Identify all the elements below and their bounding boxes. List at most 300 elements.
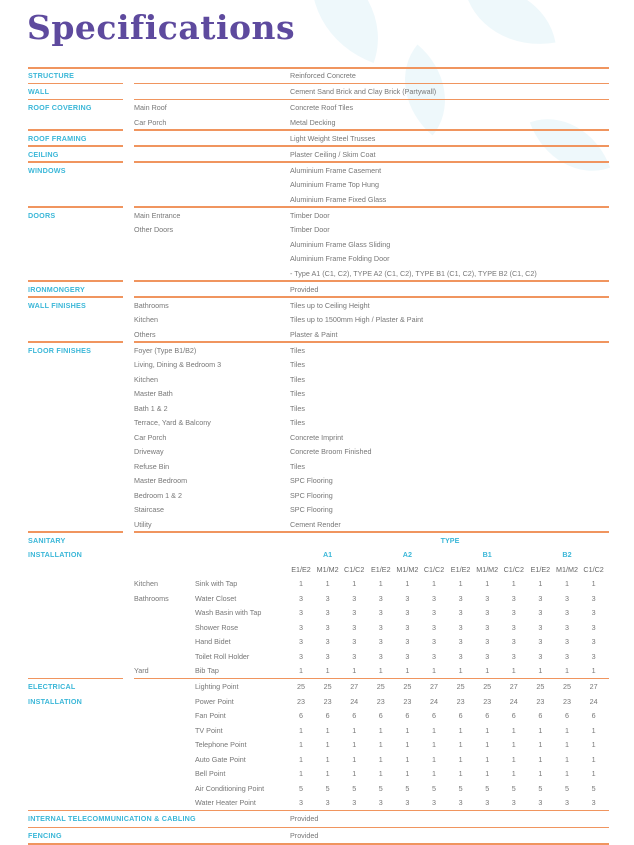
section-heading: WALL FINISHES — [28, 300, 86, 310]
quantity-cell: 1 — [405, 769, 410, 778]
quantity-cell: 1 — [299, 579, 303, 588]
quantity-cell: 3 — [299, 608, 303, 617]
quantity-cell: 1 — [432, 725, 436, 735]
spec-subitem: Others — [134, 329, 156, 339]
spec-subitem: Kitchen — [134, 374, 158, 384]
quantity-cell: 6 — [565, 711, 569, 720]
quantity-cell: 3 — [325, 651, 330, 661]
quantity-cell: 1 — [591, 769, 596, 778]
quantity-cell: 25 — [323, 682, 332, 691]
spec-value: Light Weight Steel Trusses — [290, 133, 376, 143]
quantity-cell: 27 — [350, 682, 359, 691]
divider-line — [134, 129, 609, 131]
spec-value: Cement Sand Brick and Clay Brick (Partywall) — [290, 87, 437, 96]
quantity-cell: 6 — [405, 711, 410, 720]
quantity-cell: 3 — [538, 622, 543, 632]
quantity-cell: 6 — [378, 711, 383, 720]
quantity-cell: 1 — [485, 725, 490, 735]
quantity-cell: 1 — [591, 666, 596, 675]
divider-line — [28, 145, 123, 147]
spec-value: SPC Flooring — [290, 490, 333, 500]
quantity-cell: 1 — [352, 579, 357, 588]
quantity-cell: 3 — [458, 651, 463, 661]
quantity-cell: 3 — [405, 622, 410, 632]
sanitary-item: Sink with Tap — [195, 579, 238, 588]
quantity-cell: 25 — [376, 682, 385, 691]
section-heading: IRONMONGERY — [28, 284, 86, 294]
quantity-cell: 27 — [430, 682, 438, 691]
quantity-cell: 23 — [536, 696, 545, 706]
spec-value: Provided — [290, 814, 319, 823]
spec-value: Tiles — [290, 403, 305, 413]
quantity-cell: 1 — [378, 754, 383, 764]
quantity-cell: 1 — [511, 754, 516, 764]
spec-value: Provided — [290, 284, 319, 294]
electrical-item: TV Point — [195, 725, 223, 735]
quantity-cell: 5 — [591, 783, 596, 793]
type-header: TYPE — [440, 535, 460, 545]
sanitary-item: Wash Basin with Tap — [195, 608, 262, 617]
quantity-cell: 1 — [458, 754, 463, 764]
spec-subitem: Kitchen — [134, 315, 158, 324]
quantity-cell: 1 — [591, 725, 596, 735]
spec-value: - Type A1 (C1, C2), TYPE A2 (C1, C2), TYPE B1 (C1, C2), TYPE B2 (C1, C2) — [290, 268, 537, 278]
quantity-cell: 23 — [456, 696, 465, 706]
spec-subitem: Master Bedroom — [134, 476, 188, 485]
divider-line — [134, 83, 609, 85]
quantity-cell: 6 — [432, 711, 436, 720]
quantity-cell: 24 — [509, 696, 518, 706]
quantity-cell: 23 — [563, 696, 571, 706]
quantity-cell: 3 — [511, 593, 516, 603]
spec-value: SPC Flooring — [290, 505, 333, 514]
spec-subitem: Refuse Bin — [134, 461, 170, 471]
spec-value: Tiles — [290, 418, 305, 427]
section-heading: INTERNAL TELECOMMUNICATION & CABLING — [28, 814, 196, 823]
subtype-column-header: E1/E2 — [450, 564, 471, 574]
quantity-cell: 3 — [511, 608, 516, 617]
quantity-cell: 1 — [299, 754, 303, 764]
quantity-cell: 1 — [432, 740, 436, 749]
quantity-cell: 3 — [325, 608, 330, 617]
quantity-cell: 5 — [458, 783, 463, 793]
spec-value: Aluminium Frame Glass Sliding — [290, 239, 391, 249]
quantity-cell: 1 — [325, 579, 330, 588]
quantity-cell: 1 — [378, 769, 383, 778]
quantity-cell: 1 — [352, 754, 357, 764]
spec-value: Timber Door — [290, 210, 330, 220]
spec-subitem: Utility — [134, 519, 152, 529]
quantity-cell: 1 — [299, 740, 303, 749]
type-group-header: B1 — [482, 550, 492, 559]
quantity-cell: 1 — [485, 666, 490, 675]
quantity-cell: 1 — [352, 725, 357, 735]
spec-subitem: Bathrooms — [134, 300, 169, 310]
quantity-cell: 3 — [458, 798, 463, 807]
section-heading: WALL — [28, 87, 50, 96]
spec-value: Timber Door — [290, 225, 330, 234]
spec-subitem: Master Bath — [134, 389, 173, 398]
section-heading: INSTALLATION — [28, 696, 83, 706]
quantity-cell: 3 — [485, 637, 490, 646]
quantity-cell: 3 — [405, 798, 410, 807]
quantity-cell: 6 — [458, 711, 463, 720]
quantity-cell: 5 — [432, 783, 436, 793]
spec-value: Tiles — [290, 360, 305, 369]
quantity-cell: 3 — [511, 622, 516, 632]
quantity-cell: 3 — [591, 637, 596, 646]
quantity-cell: 3 — [538, 651, 543, 661]
quantity-cell: 3 — [432, 622, 436, 632]
divider-line — [28, 531, 123, 533]
divider-line — [28, 810, 609, 812]
quantity-cell: 24 — [430, 696, 438, 706]
spec-value: SPC Flooring — [290, 476, 333, 485]
quantity-cell: 1 — [511, 740, 516, 749]
subtype-column-header: M1/M2 — [316, 564, 339, 574]
divider-line — [134, 280, 609, 282]
quantity-cell: 1 — [325, 725, 330, 735]
quantity-cell: 1 — [299, 725, 303, 735]
quantity-cell: 3 — [432, 608, 436, 617]
type-group-header: A2 — [402, 550, 412, 559]
spec-subitem: Main Roof — [134, 103, 167, 112]
quantity-cell: 3 — [538, 798, 543, 807]
divider-line — [28, 296, 123, 298]
quantity-cell: 1 — [565, 769, 569, 778]
quantity-cell: 23 — [323, 696, 332, 706]
quantity-cell: 3 — [458, 622, 463, 632]
quantity-cell: 24 — [350, 696, 359, 706]
divider-line — [134, 99, 609, 101]
divider-line — [28, 843, 609, 845]
quantity-cell: 6 — [325, 711, 330, 720]
electrical-item: Auto Gate Point — [195, 754, 246, 764]
electrical-item: Fan Point — [195, 711, 226, 720]
quantity-cell: 1 — [378, 740, 383, 749]
quantity-cell: 1 — [485, 769, 490, 778]
section-heading: ELECTRICAL — [28, 682, 76, 691]
quantity-cell: 1 — [378, 666, 383, 675]
quantity-cell: 3 — [432, 593, 436, 603]
quantity-cell: 5 — [325, 783, 330, 793]
quantity-cell: 1 — [538, 666, 543, 675]
quantity-cell: 1 — [325, 740, 330, 749]
quantity-cell: 1 — [325, 769, 330, 778]
top-rule — [28, 67, 609, 69]
subtype-column-header: E1/E2 — [530, 564, 551, 574]
quantity-cell: 3 — [432, 798, 436, 807]
quantity-cell: 1 — [405, 754, 410, 764]
quantity-cell: 5 — [405, 783, 410, 793]
divider-line — [28, 129, 123, 131]
subtype-column-header: C1/C2 — [503, 564, 524, 574]
electrical-item: Air Conditioning Point — [195, 783, 265, 793]
spec-value: Tiles — [290, 345, 305, 355]
quantity-cell: 6 — [352, 711, 357, 720]
spec-value: Metal Decking — [290, 117, 336, 127]
quantity-cell: 1 — [432, 666, 436, 675]
quantity-cell: 1 — [511, 725, 516, 735]
section-heading: ROOF FRAMING — [28, 133, 87, 143]
subtype-column-header: M1/M2 — [556, 564, 578, 574]
quantity-cell: 3 — [485, 798, 490, 807]
quantity-cell: 1 — [458, 740, 463, 749]
quantity-cell: 3 — [325, 593, 330, 603]
quantity-cell: 6 — [538, 711, 543, 720]
quantity-cell: 3 — [485, 622, 490, 632]
quantity-cell: 3 — [591, 651, 596, 661]
quantity-cell: 1 — [405, 579, 410, 588]
quantity-cell: 3 — [299, 651, 303, 661]
spec-value: Tiles up to 1500mm High / Plaster & Paint — [290, 315, 424, 324]
quantity-cell: 6 — [511, 711, 516, 720]
quantity-cell: 1 — [511, 666, 516, 675]
quantity-cell: 3 — [432, 637, 436, 646]
divider-line — [134, 161, 609, 163]
divider-line — [28, 341, 123, 343]
quantity-cell: 1 — [299, 769, 303, 778]
quantity-cell: 3 — [511, 651, 516, 661]
quantity-cell: 1 — [458, 579, 463, 588]
spec-value: Aluminium Frame Casement — [290, 165, 382, 175]
quantity-cell: 25 — [563, 682, 571, 691]
page-title: Specifications — [27, 8, 296, 47]
quantity-cell: 1 — [565, 754, 569, 764]
quantity-cell: 3 — [565, 608, 569, 617]
quantity-cell: 3 — [325, 622, 330, 632]
quantity-cell: 3 — [591, 608, 596, 617]
divider-line — [28, 827, 609, 829]
section-heading: WINDOWS — [28, 165, 66, 175]
spec-subitem: Staircase — [134, 505, 164, 514]
type-group-header: B2 — [562, 550, 572, 559]
quantity-cell: 1 — [591, 579, 596, 588]
spec-value: Plaster Ceiling / Skim Coat — [290, 149, 376, 159]
type-group-header: A1 — [322, 550, 333, 559]
electrical-item: Bell Point — [195, 769, 226, 778]
quantity-cell: 1 — [538, 579, 543, 588]
sanitary-area: Kitchen — [134, 579, 158, 588]
quantity-cell: 27 — [589, 682, 598, 691]
quantity-cell: 3 — [325, 637, 330, 646]
divider-line — [134, 678, 609, 680]
quantity-cell: 5 — [299, 783, 303, 793]
sanitary-area: Bathrooms — [134, 593, 169, 603]
section-heading: FENCING — [28, 830, 62, 840]
quantity-cell: 1 — [565, 666, 569, 675]
spec-subitem: Living, Dining & Bedroom 3 — [134, 360, 222, 369]
quantity-cell: 1 — [565, 740, 569, 749]
spec-subitem: Bedroom 1 & 2 — [134, 490, 182, 500]
spec-value: Aluminium Frame Folding Door — [290, 254, 390, 263]
quantity-cell: 5 — [538, 783, 543, 793]
quantity-cell: 5 — [352, 783, 357, 793]
electrical-item: Power Point — [195, 696, 234, 706]
quantity-cell: 3 — [352, 622, 357, 632]
spec-value: Tiles — [290, 461, 305, 471]
divider-line — [28, 83, 123, 85]
quantity-cell: 1 — [485, 740, 490, 749]
quantity-cell: 1 — [458, 769, 463, 778]
sanitary-item: Water Closet — [195, 593, 237, 603]
spec-subitem: Other Doors — [134, 225, 174, 234]
subtype-column-header: E1/E2 — [371, 564, 391, 574]
quantity-cell: 3 — [591, 798, 596, 807]
sanitary-item: Shower Rose — [195, 622, 239, 632]
divider-line — [134, 531, 609, 533]
spec-subitem: Car Porch — [134, 117, 167, 127]
quantity-cell: 23 — [376, 696, 385, 706]
quantity-cell: 25 — [536, 682, 545, 691]
spec-subitem: Main Entrance — [134, 210, 181, 220]
quantity-cell: 1 — [432, 579, 436, 588]
quantity-cell: 3 — [485, 651, 490, 661]
quantity-cell: 1 — [538, 725, 543, 735]
divider-line — [134, 206, 609, 208]
section-heading: INSTALLATION — [28, 550, 83, 559]
quantity-cell: 1 — [511, 579, 516, 588]
spec-value: Provided — [290, 830, 319, 840]
quantity-cell: 3 — [538, 608, 543, 617]
quantity-cell: 3 — [405, 651, 410, 661]
sanitary-area: Yard — [134, 666, 149, 675]
quantity-cell: 1 — [378, 579, 383, 588]
quantity-cell: 1 — [538, 740, 543, 749]
quantity-cell: 3 — [565, 622, 569, 632]
spec-value: Tiles — [290, 389, 305, 398]
subtype-column-header: C1/C2 — [423, 564, 445, 574]
quantity-cell: 3 — [565, 593, 569, 603]
quantity-cell: 1 — [485, 579, 490, 588]
quantity-cell: 24 — [589, 696, 598, 706]
quantity-cell: 1 — [325, 666, 330, 675]
quantity-cell: 3 — [299, 622, 303, 632]
quantity-cell: 3 — [352, 798, 357, 807]
quantity-cell: 1 — [458, 725, 463, 735]
quantity-cell: 3 — [538, 637, 543, 646]
spec-value: Plaster & Paint — [290, 329, 338, 339]
quantity-cell: 3 — [511, 637, 516, 646]
quantity-cell: 3 — [352, 651, 357, 661]
quantity-cell: 6 — [591, 711, 596, 720]
background-leaf-decoration — [465, 0, 556, 56]
quantity-cell: 3 — [511, 798, 516, 807]
quantity-cell: 3 — [352, 593, 357, 603]
quantity-cell: 5 — [485, 783, 490, 793]
spec-value: Tiles up to Ceiling Height — [290, 300, 370, 310]
quantity-cell: 3 — [378, 622, 383, 632]
divider-line — [28, 206, 123, 208]
spec-subitem: Bath 1 & 2 — [134, 403, 168, 413]
quantity-cell: 1 — [565, 725, 569, 735]
spec-subitem: Foyer (Type B1/B2) — [134, 345, 197, 355]
quantity-cell: 3 — [432, 651, 436, 661]
quantity-cell: 5 — [511, 783, 516, 793]
electrical-item: Telephone Point — [195, 740, 247, 749]
quantity-cell: 23 — [483, 696, 492, 706]
quantity-cell: 3 — [299, 798, 303, 807]
quantity-cell: 1 — [458, 666, 463, 675]
quantity-cell: 3 — [352, 637, 357, 646]
quantity-cell: 1 — [378, 725, 383, 735]
quantity-cell: 23 — [297, 696, 305, 706]
divider-line — [28, 161, 123, 163]
divider-line — [28, 280, 123, 282]
quantity-cell: 3 — [378, 798, 383, 807]
quantity-cell: 3 — [325, 798, 330, 807]
quantity-cell: 3 — [538, 593, 543, 603]
subtype-column-header: M1/M2 — [396, 564, 419, 574]
subtype-column-header: C1/C2 — [583, 564, 604, 574]
spec-subitem: Car Porch — [134, 432, 167, 442]
quantity-cell: 3 — [405, 608, 410, 617]
subtype-column-header: C1/C2 — [344, 564, 365, 574]
spec-value: Concrete Roof Tiles — [290, 103, 354, 112]
spec-value: Aluminium Frame Top Hung — [290, 180, 379, 189]
quantity-cell: 6 — [485, 711, 490, 720]
quantity-cell: 25 — [297, 682, 305, 691]
spec-value: Cement Render — [290, 519, 341, 529]
quantity-cell: 3 — [378, 593, 383, 603]
quantity-cell: 3 — [352, 608, 357, 617]
quantity-cell: 1 — [405, 725, 410, 735]
spec-subitem: Terrace, Yard & Balcony — [134, 418, 211, 427]
quantity-cell: 3 — [299, 637, 303, 646]
quantity-cell: 3 — [458, 593, 463, 603]
spec-value: Tiles — [290, 374, 305, 384]
quantity-cell: 3 — [405, 593, 410, 603]
quantity-cell: 3 — [565, 798, 569, 807]
background-leaf-decoration — [289, 0, 401, 63]
divider-line — [134, 145, 609, 147]
quantity-cell: 3 — [378, 651, 383, 661]
quantity-cell: 3 — [299, 593, 303, 603]
quantity-cell: 1 — [352, 666, 357, 675]
quantity-cell: 5 — [378, 783, 383, 793]
quantity-cell: 25 — [456, 682, 465, 691]
quantity-cell: 1 — [405, 666, 410, 675]
divider-line — [134, 341, 609, 343]
spec-subitem: Driveway — [134, 447, 164, 456]
sanitary-item: Toilet Roll Holder — [195, 651, 250, 661]
section-heading: STRUCTURE — [28, 71, 75, 80]
quantity-cell: 1 — [565, 579, 569, 588]
quantity-cell: 5 — [565, 783, 569, 793]
quantity-cell: 1 — [352, 740, 357, 749]
sanitary-item: Bib Tap — [195, 666, 219, 675]
quantity-cell: 1 — [432, 769, 436, 778]
quantity-cell: 27 — [509, 682, 518, 691]
quantity-cell: 3 — [405, 637, 410, 646]
quantity-cell: 1 — [352, 769, 357, 778]
spec-value: Concrete Broom Finished — [290, 447, 372, 456]
quantity-cell: 3 — [378, 608, 383, 617]
section-heading: CEILING — [28, 149, 59, 159]
quantity-cell: 3 — [485, 608, 490, 617]
section-heading: DOORS — [28, 210, 56, 220]
quantity-cell: 1 — [591, 740, 596, 749]
quantity-cell: 3 — [458, 608, 463, 617]
electrical-item: Water Heater Point — [195, 798, 256, 807]
divider-line — [28, 678, 123, 680]
quantity-cell: 3 — [378, 637, 383, 646]
spec-value: Aluminium Frame Fixed Glass — [290, 194, 387, 204]
section-heading: SANITARY — [28, 535, 66, 545]
quantity-cell: 25 — [483, 682, 492, 691]
quantity-cell: 1 — [591, 754, 596, 764]
quantity-cell: 3 — [565, 651, 569, 661]
